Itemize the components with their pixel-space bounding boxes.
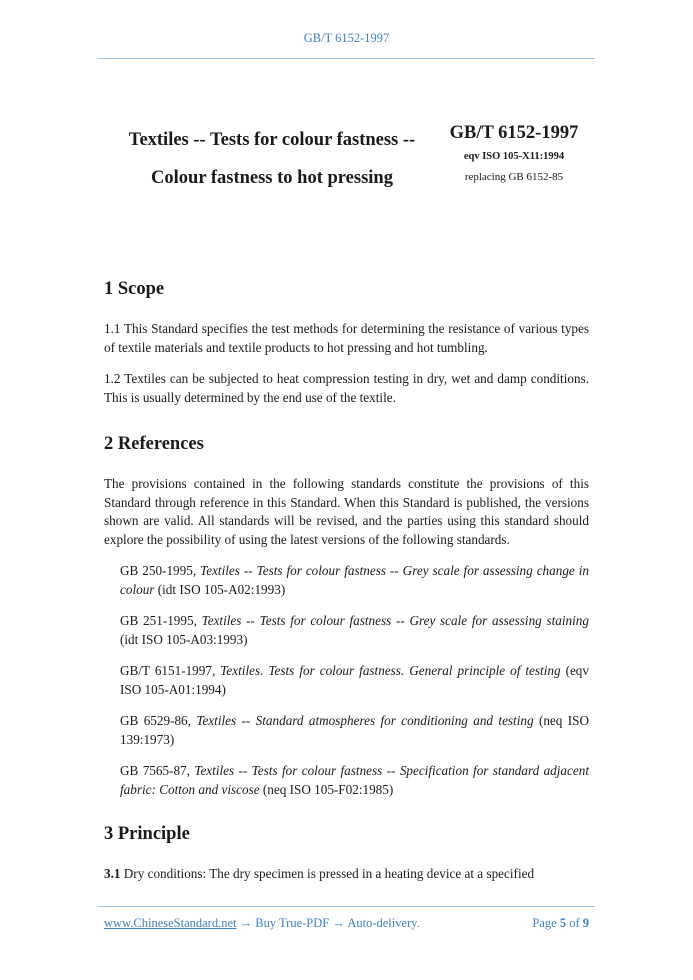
page-total: 9 [582,916,589,930]
section-heading-principle: 3 Principle [104,824,190,844]
clause-number: 3.1 [104,866,121,881]
page-footer [104,916,589,931]
section-principle [104,821,589,884]
section-heading-scope: 1 Scope [104,279,165,299]
auto-delivery-text: Auto-delivery. [347,916,420,930]
standard-code: GB/T 6152-1997 [449,123,579,143]
reference-equivalence: (neq ISO 105-F02:1985) [259,781,394,797]
reference-item [120,612,589,649]
scope-paragraph-2: 1.2 Textiles can be subjected to heat compression testing in dry, wet and damp conditions. This is usually determined by the end use of the textile. [104,371,589,405]
running-header: GB/T 6152-1997 [303,31,390,45]
header-divider [98,58,595,59]
reference-code: GB 250-1995, [120,563,201,578]
reference-equivalence: (eqv ISO 105-A01:1994) [120,663,589,697]
reference-code: GB 6529-86, [120,713,197,728]
scope-paragraph-1: 1.1 This Standard specifies the test methods for determining the resistance of various types of textile materials and textile products to hot pressing and hot tumbling. [104,321,589,355]
site-link[interactable]: www.ChineseStandard.net [104,916,237,930]
document-title [104,121,440,197]
arrow-right-icon: → [236,916,256,930]
arrow-right-icon: → [329,916,348,930]
reference-code: GB 7565-87, [120,763,195,778]
reference-title: Textiles. Tests for colour fastness. General principle of testing [220,663,561,678]
reference-title: Textiles -- Tests for colour fastness -- Grey scale for assessing staining [201,613,589,628]
reference-code: GB/T 6151-1997, [120,663,221,678]
reference-item [120,562,589,599]
title-line-2: Colour fastness to hot pressing [151,168,393,188]
reference-equivalence: (idt ISO 105-A03:1993) [120,631,248,647]
standard-designation [442,121,586,183]
section-references [104,431,589,799]
references-intro: The provisions contained in the following standards constitute the provisions of this Standard through reference in this Standard. When this Standard is published, the versions shown are valid. All standards will be revised, and the parties using this standard should explore the possibility of using the latest versions of the following standards. [104,476,589,547]
footer-divider [98,906,595,907]
reference-item [120,662,589,699]
principle-paragraph-1 [104,865,589,884]
reference-code: GB 251-1995, [120,613,202,628]
page-number: 5 [559,916,567,930]
reference-item [120,762,589,799]
title-line-1: Textiles -- Tests for colour fastness -- [128,130,416,150]
equivalence-note: eqv ISO 105-X11:1994 [463,151,565,162]
reference-equivalence: (neq ISO 139:1973) [120,713,590,747]
page-indicator [532,916,589,931]
buy-pdf-link[interactable]: Buy True-PDF [255,916,330,930]
section-heading-references: 2 References [104,434,204,454]
page-label: Page [532,916,557,930]
reference-title: Textiles -- Standard atmospheres for conditioning and testing [196,713,534,728]
document-body [104,276,589,897]
reference-title: Textiles -- Tests for colour fastness -- Grey scale for assessing change in colour [120,563,589,597]
reference-title: Textiles -- Tests for colour fastness -- Specification for standard adjacent fabric: Cotton and viscose [120,763,589,797]
replacing-note: replacing GB 6152-85 [464,171,564,183]
reference-item [120,712,589,749]
reference-equivalence: (idt ISO 105-A02:1993) [154,581,286,597]
clause-text: Dry conditions: The dry specimen is pressed in a heating device at a specified [120,866,535,881]
section-scope [104,276,589,407]
of-label: of [569,916,580,930]
